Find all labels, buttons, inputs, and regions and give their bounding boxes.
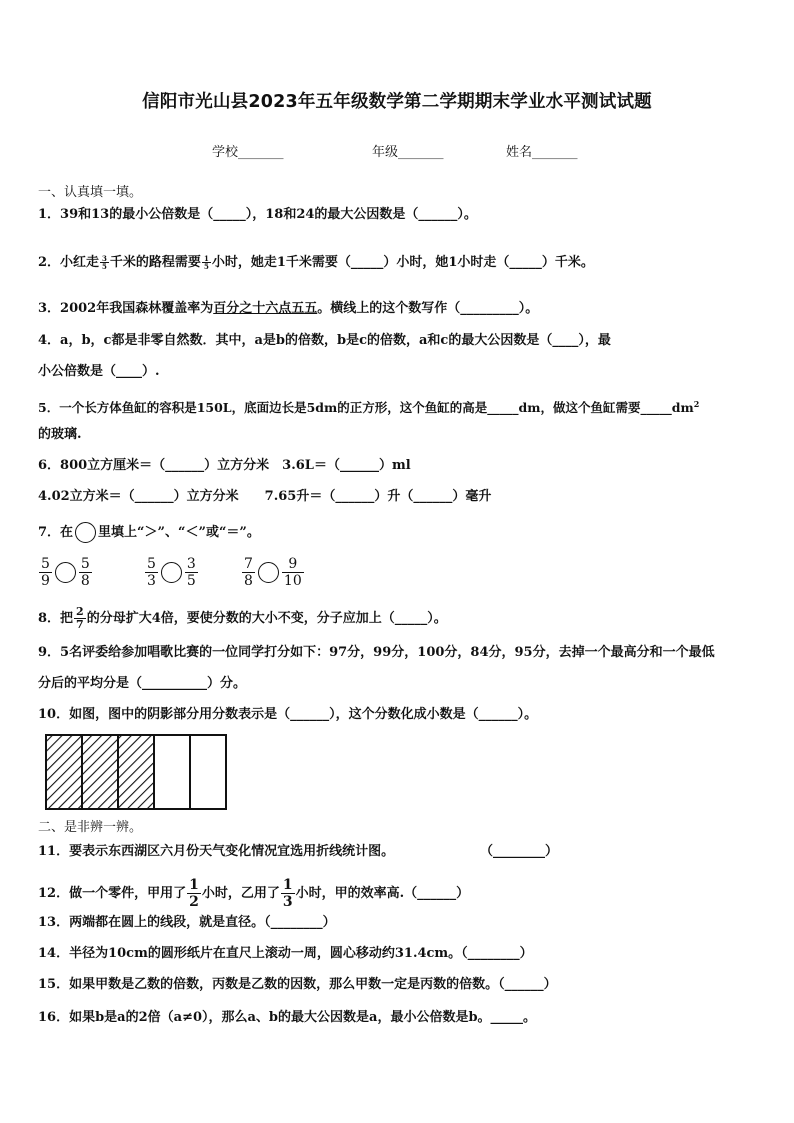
c3-right-den: 10 xyxy=(283,573,302,589)
c2-right-num: 3 xyxy=(186,556,196,572)
question-8 xyxy=(38,606,447,631)
question-11: 11．要表示东西湖区六月份天气变化情况宜选用折线统计图。 xyxy=(38,844,395,859)
question-5-line-1 xyxy=(38,395,699,417)
question-11-answer: （________） xyxy=(480,844,559,859)
q2-text-a: 2．小红走 xyxy=(38,255,100,270)
c2-left-num: 5 xyxy=(147,556,156,572)
q12-fraction-2 xyxy=(281,877,295,910)
empty-cell xyxy=(154,735,190,809)
c3-left xyxy=(242,556,255,589)
question-16: 16．如果b是a的2倍（a≠0），那么a、b的最大公因数是a，最小公倍数是b。_____。 xyxy=(38,1010,537,1025)
c2-right xyxy=(185,556,198,589)
q8-fraction-num: 2 xyxy=(76,605,84,618)
q8-fraction-den: 7 xyxy=(76,618,84,631)
school-field: 学校_______ xyxy=(212,145,284,160)
q2-fraction-2 xyxy=(202,255,211,270)
c1-left-den: 9 xyxy=(41,573,50,589)
c3-right-num: 9 xyxy=(282,556,304,573)
q3-underlined: 百分之十六点五五 xyxy=(213,301,318,316)
q12-fraction-2-den: 3 xyxy=(282,894,293,910)
question-9-line-1: 9．5名评委给参加唱歌比赛的一位同学打分如下：97分，99分，100分，84分，95分，去掉一个最高分和一个最低 xyxy=(38,645,715,660)
q5-text: 5．一个长方体鱼缸的容积是150L，底面边长是5dm的正方形，这个鱼缸的高是_____dm，做这个鱼缸需要_____dm xyxy=(38,400,694,416)
question-3 xyxy=(38,300,538,318)
q3-text-b: 。横线上的这个数写作（_________）。 xyxy=(317,301,539,316)
page-title: 信阳市光山县2023年五年级数学第二学期期末学业水平测试试题 xyxy=(142,92,652,112)
c1-right-num: 5 xyxy=(80,556,90,572)
c3-left-num: 7 xyxy=(244,556,253,572)
shaded-cell xyxy=(118,735,154,809)
q3-text-a: 3．2002年我国森林覆盖率为 xyxy=(38,301,214,316)
c1-left xyxy=(39,556,52,589)
compare-circle-icon[interactable] xyxy=(161,562,182,583)
q8-text-a: 8．把 xyxy=(38,611,74,626)
q12-text-c: 小时，甲的效率高.（______） xyxy=(295,886,470,901)
question-1: 1．39和13的最小公倍数是（_____），18和24的最大公因数是（______）。 xyxy=(38,207,477,222)
compare-circle-icon[interactable] xyxy=(55,562,76,583)
q2-fraction-2-den: 5 xyxy=(203,262,209,271)
comparison-1 xyxy=(38,556,93,589)
question-6-line-1: 6．800立方厘米＝（______）立方分米 3.6L＝（______）ml xyxy=(38,458,411,473)
q12-text-a: 12．做一个零件，甲用了 xyxy=(38,886,187,901)
shaded-cell xyxy=(46,735,82,809)
q7-text-b: 里填上“＞”、“＜”或“＝”。 xyxy=(98,525,260,540)
q2-text-c: 小时，她走1千米需要（_____）小时，她1小时走（_____）千米。 xyxy=(211,255,594,270)
c1-right-den: 8 xyxy=(80,573,90,589)
compare-circle-icon[interactable] xyxy=(258,562,279,583)
c1-left-num: 5 xyxy=(41,556,50,572)
question-4-line-1: 4．a，b，c都是非零自然数．其中，a是b的倍数，b是c的倍数，a和c的最大公因数是（____），最 xyxy=(38,333,611,348)
question-5-line-2: 的玻璃. xyxy=(38,427,82,442)
c1-right xyxy=(79,556,92,589)
comparison-2 xyxy=(144,556,199,589)
question-15: 15．如果甲数是乙数的倍数，丙数是乙数的因数，那么甲数一定是丙数的倍数。（______） xyxy=(38,977,557,992)
c2-right-den: 5 xyxy=(186,573,196,589)
shaded-fraction-diagram xyxy=(44,733,230,811)
q2-fraction-1-den: 5 xyxy=(102,262,107,271)
section-1-heading: 一、认真填一填。 xyxy=(38,185,143,200)
shaded-cell xyxy=(82,735,118,809)
name-field: 姓名_______ xyxy=(506,145,578,160)
question-7 xyxy=(38,522,260,543)
question-12 xyxy=(38,877,469,910)
empty-cell xyxy=(190,735,226,809)
q2-fraction-1-num: 3 xyxy=(102,254,107,263)
c2-left-den: 3 xyxy=(147,573,156,589)
c3-right xyxy=(282,556,304,589)
section-2-heading: 二、是非辨一辨。 xyxy=(38,820,143,835)
q8-text-b: 的分母扩大4倍，要使分数的大小不变，分子应加上（_____）。 xyxy=(86,611,447,626)
grade-field: 年级_______ xyxy=(372,145,444,160)
q7-text-a: 7．在 xyxy=(38,525,74,540)
question-9-line-2: 分后的平均分是（__________）分。 xyxy=(38,676,247,691)
question-6-line-2: 4.02立方米＝（______）立方分米 7.65升＝（______）升（______）毫升 xyxy=(38,489,492,504)
question-2 xyxy=(38,254,594,272)
q12-fraction-2-num: 1 xyxy=(282,877,293,893)
q2-text-b: 千米的路程需要 xyxy=(109,255,201,270)
question-10: 10．如图，图中的阴影部分用分数表示是（______），这个分数化成小数是（______）。 xyxy=(38,707,538,722)
q8-fraction xyxy=(74,606,86,631)
q2-fraction-2-num: 1 xyxy=(203,254,209,263)
c3-left-den: 8 xyxy=(244,573,253,589)
question-14: 14．半径为10cm的圆形纸片在直尺上滚动一周，圆心移动约31.4cm。（________） xyxy=(38,946,533,961)
c2-left xyxy=(145,556,158,589)
q12-fraction-1 xyxy=(187,877,201,910)
q2-fraction-1 xyxy=(100,255,109,270)
circle-icon xyxy=(75,522,96,543)
q12-text-b: 小时，乙用了 xyxy=(201,886,280,901)
question-13: 13．两端都在圆上的线段，就是直径。（________） xyxy=(38,915,336,930)
q5-superscript: 2 xyxy=(693,399,700,409)
q12-fraction-1-num: 1 xyxy=(189,877,199,893)
question-4-line-2: 小公倍数是（____）. xyxy=(38,364,160,379)
q12-fraction-1-den: 2 xyxy=(189,894,199,910)
comparison-3 xyxy=(241,556,305,589)
